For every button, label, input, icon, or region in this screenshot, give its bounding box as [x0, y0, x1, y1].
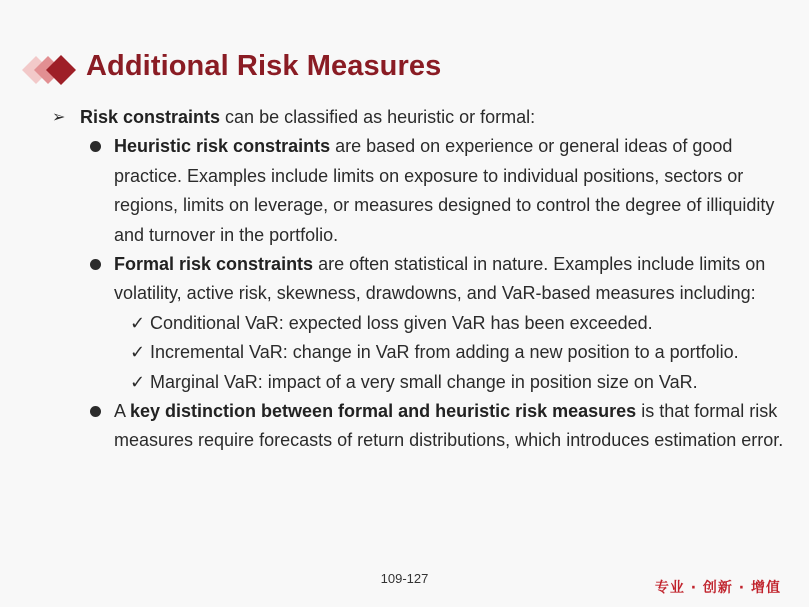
- bullet-formal: [50, 250, 790, 309]
- sub-bullet-conditional-var: [50, 309, 790, 338]
- bullet-text: is that formal risk measures require forecasts of return distributions, which introduces estimation error.: [114, 401, 784, 451]
- check-icon: ✓: [130, 371, 146, 392]
- bullet-heuristic: [50, 132, 790, 250]
- bullet-text: are often statistical in nature. Examples include limits on volatility, active risk, skewness, drawdowns, and VaR-based measures including:: [114, 254, 766, 304]
- dot-bullet-icon: [90, 259, 101, 270]
- bullet-bold-text: key distinction between formal and heuristic risk measures: [130, 401, 637, 422]
- check-icon: ✓: [130, 312, 146, 333]
- bullet-text: are based on experience or general ideas of good practice. Examples include limits on exposure to individual positions, sectors or regions, limits on leverage, or measures designed to control the degree of illiquidity and turnover in the portfolio.: [114, 136, 775, 245]
- bullet-key-distinction: [50, 397, 790, 456]
- sub-bullet-marginal-var: [50, 368, 790, 397]
- bullet-bold-text: Heuristic risk constraints: [114, 136, 331, 157]
- check-icon: ✓: [130, 342, 146, 363]
- sub-bullet-text: Marginal VaR: impact of a very small change in position size on VaR.: [150, 371, 698, 392]
- sub-bullet-text: Incremental VaR: change in VaR from adding a new position to a portfolio.: [150, 342, 739, 363]
- bullet-bold-text: Formal risk constraints: [114, 254, 314, 275]
- slide-title: Additional Risk Measures: [86, 50, 442, 82]
- bullet-text: can be classified as heuristic or formal:: [220, 107, 536, 127]
- bullet-risk-constraints: [50, 103, 790, 132]
- slide-content: [50, 103, 790, 456]
- dot-bullet-icon: [90, 141, 101, 152]
- footer-slogan: 专业 · 创新 · 增值: [654, 580, 781, 596]
- sub-bullet-text: Conditional VaR: expected loss given VaR has been exceeded.: [150, 312, 653, 333]
- bullet-bold-text: Risk constraints: [80, 107, 221, 127]
- arrow-bullet-icon: ➢: [52, 109, 66, 126]
- dot-bullet-icon: [90, 406, 101, 417]
- bullet-text-pre: A: [114, 401, 131, 422]
- sub-bullet-incremental-var: [50, 338, 790, 367]
- diamond-icon: [18, 52, 84, 88]
- page-number: 109-127: [380, 571, 429, 586]
